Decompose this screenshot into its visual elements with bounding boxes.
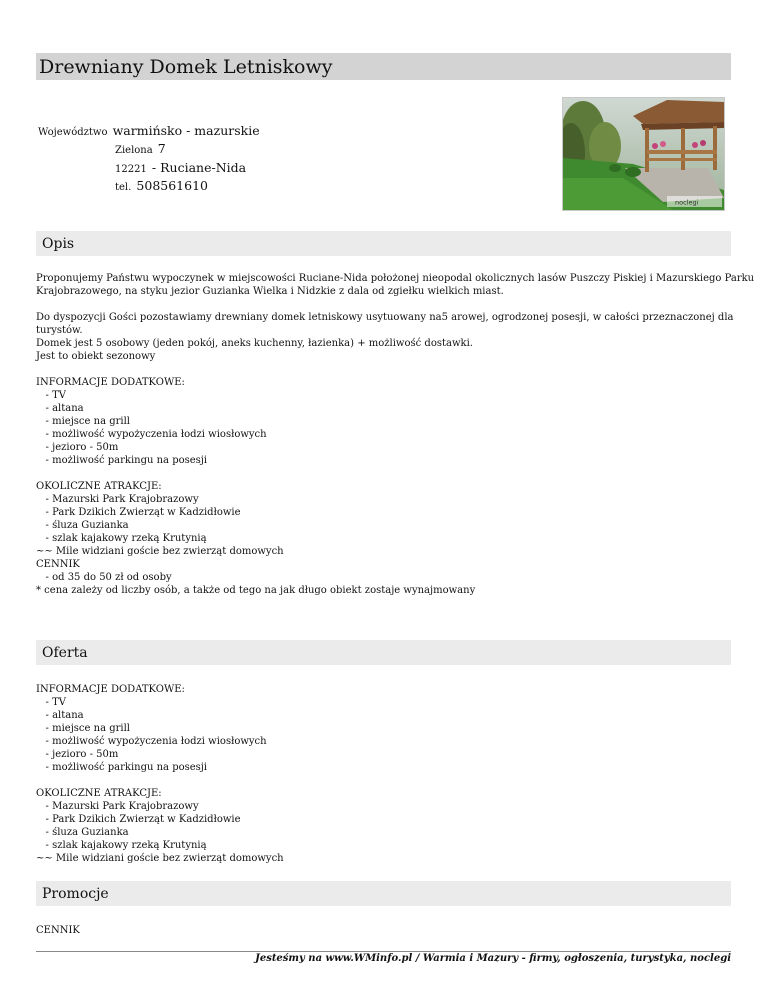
text-line: - śluza Guzianka — [36, 827, 129, 838]
text-line: - jezioro - 50m — [36, 442, 119, 453]
address-wojewodztwo — [38, 120, 260, 139]
text-line: - możliwość wypożyczenia łodzi wiosłowych — [36, 429, 267, 440]
section-promocje-header — [36, 881, 731, 906]
text-line: - miejsce na grill — [36, 723, 130, 734]
text-line: turystów. — [36, 325, 83, 336]
street-label: Zielona — [115, 145, 153, 156]
tel-label: tel. — [115, 182, 132, 193]
text-line: - możliwość parkingu na posesji — [36, 455, 208, 466]
text-line: - jezioro - 50m — [36, 749, 119, 760]
text-line: - TV — [36, 697, 66, 708]
text-line: OKOLICZNE ATRAKCJE: — [36, 481, 162, 492]
text-line: - Park Dzikich Zwierząt w Kadzidłowie — [36, 814, 241, 825]
text-line: - altana — [36, 403, 84, 414]
text-line — [36, 467, 736, 480]
text-line: - śluza Guzianka — [36, 520, 129, 531]
opis-description — [36, 272, 755, 597]
text-line: - Park Dzikich Zwierząt w Kadzidłowie — [36, 507, 241, 518]
gazebo-photo-image — [563, 98, 724, 210]
section-opis-header — [36, 231, 731, 256]
text-line: - TV — [36, 390, 66, 401]
tel-value: 508561610 — [136, 178, 208, 193]
text-line — [36, 363, 736, 376]
text-line: - Mazurski Park Krajobrazowy — [36, 494, 199, 505]
property-photo[interactable] — [562, 97, 725, 211]
text-line: - miejsce na grill — [36, 416, 130, 427]
text-line: * cena zależy od liczby osób, a także od tego na jak długo obiekt zostaje wynajmowany — [36, 585, 476, 596]
postcode: 12221 — [115, 164, 147, 175]
text-line: - szlak kajakowy rzeką Krutynią — [36, 840, 207, 851]
city: - Ruciane-Nida — [151, 160, 247, 175]
section-oferta-title: Oferta — [42, 645, 88, 661]
text-line: OKOLICZNE ATRAKCJE: — [36, 788, 162, 799]
text-line: Do dyspozycji Gości pozostawiamy drewniany domek letniskowy usytuowany na5 arowej, ogrodzonej posesji, w całości przeznaczonej dla — [36, 312, 734, 323]
text-line — [36, 298, 736, 311]
wojewodztwo-value: warmińsko - mazurskie — [112, 123, 260, 138]
text-line: - możliwość parkingu na posesji — [36, 762, 208, 773]
promocje-description — [36, 924, 736, 937]
oferta-description — [36, 683, 736, 865]
text-line: INFORMACJE DODATKOWE: — [36, 377, 185, 388]
text-line — [36, 774, 736, 787]
wojewodztwo-label: Województwo — [38, 127, 108, 138]
section-oferta-header — [36, 640, 731, 665]
photo-watermark: noclegi — [675, 198, 699, 207]
text-line: - szlak kajakowy rzeką Krutynią — [36, 533, 207, 544]
text-line: Jest to obiekt sezonowy — [36, 351, 156, 362]
footer-divider — [36, 951, 731, 952]
text-line: - od 35 do 50 zł od osoby — [36, 572, 172, 583]
text-line: Domek jest 5 osobowy (jeden pokój, aneks kuchenny, łazienka) + możliwość dostawki. — [36, 338, 473, 349]
title-bar — [36, 53, 731, 80]
address-phone — [115, 175, 208, 194]
text-line: INFORMACJE DODATKOWE: — [36, 684, 185, 695]
text-line: - altana — [36, 710, 84, 721]
text-line: ~~ Mile widziani goście bez zwierząt domowych — [36, 546, 284, 557]
text-line: - możliwość wypożyczenia łodzi wiosłowych — [36, 736, 267, 747]
text-line: Proponujemy Państwu wypoczynek w miejscowości Ruciane-Nida położonej nieopodal okolicznych lasów Puszczy Piskiej i Mazurskiego Parku — [36, 273, 755, 284]
text-line: - Mazurski Park Krajobrazowy — [36, 801, 199, 812]
text-line: CENNIK — [36, 559, 80, 570]
footer-text[interactable]: Jesteśmy na www.WMinfo.pl / Warmia i Mazury - firmy, ogłoszenia, turystyka, noclegi — [255, 953, 731, 964]
text-line: CENNIK — [36, 925, 80, 936]
street-number: 7 — [157, 141, 166, 156]
address-street — [115, 138, 166, 157]
section-opis-title: Opis — [42, 236, 75, 252]
section-promocje-title: Promocje — [42, 886, 109, 902]
address-city — [115, 157, 246, 176]
page-title: Drewniany Domek Letniskowy — [39, 56, 333, 78]
text-line: ~~ Mile widziani goście bez zwierząt domowych — [36, 853, 284, 864]
text-line: Krajobrazowego, na styku jezior Guzianka Wielka i Nidzkie z dala od zgiełku wielkich miast. — [36, 286, 504, 297]
